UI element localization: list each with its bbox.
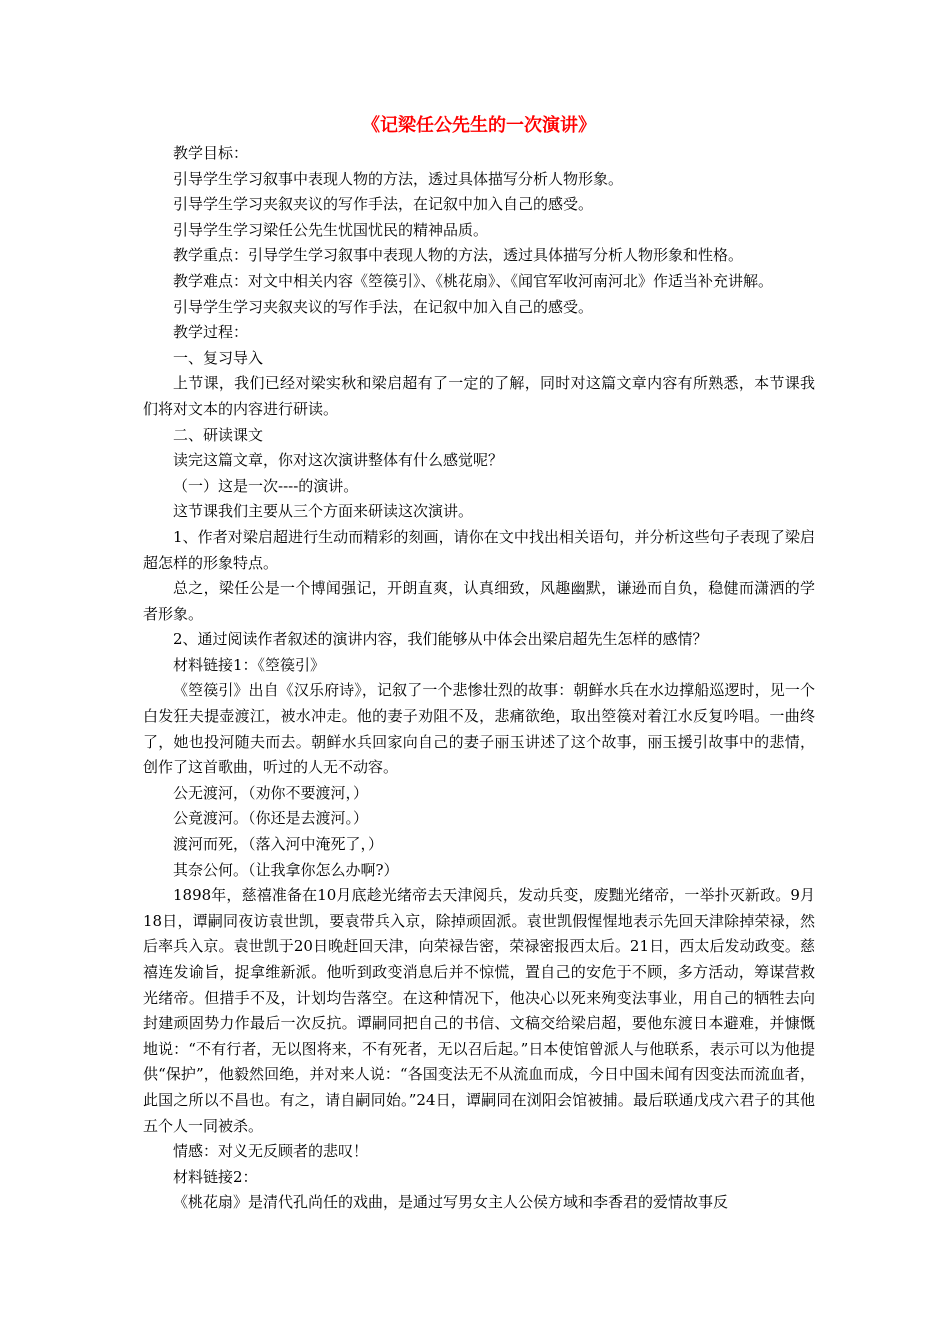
paragraph-process-heading: 教学过程： bbox=[173, 323, 249, 342]
paragraph-emotion: 情感：对义无反顾者的悲叹！ bbox=[173, 1142, 369, 1161]
paragraph-task-1: 1、作者对梁启超进行生动而精彩的刻画，请你在文中找出相关语句，并分析这些句子表现了梁启超怎样的形象特点。 bbox=[143, 527, 815, 572]
poem-line-2: 公竟渡河。（你还是去渡河。） bbox=[173, 809, 369, 828]
paragraph-task-2: 2、通过阅读作者叙述的演讲内容，我们能够从中体会出梁启超先生怎样的感情？ bbox=[173, 630, 708, 649]
paragraph-summary: 总之，梁任公是一个博闻强记，开朗直爽，认真细致，风趣幽默，谦逊而自负，稳健而潇洒的学者形象。 bbox=[143, 579, 815, 623]
paragraph-material-link-1: 材料链接1：《箜篌引》 bbox=[173, 655, 326, 674]
paragraph-question: 读完这篇文章，你对这次演讲整体有什么感觉呢？ bbox=[173, 451, 504, 470]
paragraph-goal-2: 引导学生学习夹叙夹议的写作手法，在记叙中加入自己的感受。 bbox=[173, 195, 594, 214]
poem-line-3: 渡河而死，（落入河中淹死了，） bbox=[173, 835, 384, 854]
section-heading-study: 二、研读课文 bbox=[173, 425, 264, 444]
section-heading-review: 一、复习导入 bbox=[173, 348, 264, 367]
paragraph-material-link-2: 材料链接2： bbox=[173, 1167, 258, 1186]
paragraph-key-points: 教学重点：引导学生学习叙事中表现人物的方法，透过具体描写分析人物形象和性格。 bbox=[173, 246, 744, 265]
paragraph-goal-1: 引导学生学习叙事中表现人物的方法，透过具体描写分析人物形象。 bbox=[173, 169, 624, 188]
paragraph-three-aspects: 这节课我们主要从三个方面来研读这次演讲。 bbox=[173, 502, 474, 521]
paragraph-konghou-story: 《箜篌引》出自《汉乐府诗》，记叙了一个悲惨壮烈的故事：朝鲜水兵在水边撑船巡逻时，见一个白发狂夫提壶渡江，被水冲走。他的妻子劝阻不及，悲痛欲绝，取出箜篌对着江水反复吟唱。一曲终了，她也投河随夫而去。朝鲜水兵回家向自己的妻子丽玉讲述了这个故事，丽玉援引故事中的悲情，创作了这首歌曲，听过的人无不动容。 bbox=[143, 681, 815, 777]
paragraph-goal-3: 引导学生学习梁任公先生忧国忧民的精神品质。 bbox=[173, 220, 489, 239]
paragraph-teaching-goals-heading: 教学目标： bbox=[173, 144, 249, 162]
paragraph-difficulty-2: 引导学生学习夹叙夹议的写作手法，在记叙中加入自己的感受。 bbox=[173, 297, 594, 316]
poem-line-1: 公无渡河，（劝你不要渡河，） bbox=[173, 783, 369, 802]
paragraph-difficulties: 教学难点：对文中相关内容《箜篌引》、《桃花扇》、《闻官军收河南河北》作适当补充讲解。 bbox=[173, 271, 774, 290]
paragraph-review: 上节课，我们已经对梁实秋和梁启超有了一定的了解，同时对这篇文章内容有所熟悉，本节课我们将对文本的内容进行研读。 bbox=[143, 374, 815, 418]
paragraph-1898-history: 1898年，慈禧准备在10月底趁光绪帝去天津阅兵，发动兵变，废黜光绪帝，一举扑灭新政。9月18日，谭嗣同夜访袁世凯，要袁带兵入京，除掉顽固派。袁世凯假惺惺地表示先回天津除掉荣禄，然后率兵入京。袁世凯于20日晚赶回天津，向荣禄告密，荣禄密报西太后。21日，西太后发动政变。慈禧连发谕旨，捉拿维新派。他听到政变消息后并不惊慌，置自己的安危于不顾，多方活动，筹谋营救光绪帝。但措手不及，计划均告落空。在这种情况下，他决心以死来殉变法事业，用自己的牺牲去向封建顽固势力作最后一次反抗。谭嗣同把自己的书信、文稿交给梁启超，要他东渡日本避难，并慷慨地说：“不有行者，无以图将来，不有死者，无以召后起。”日本使馆曾派人与他联系，表示可以为他提供“保护”，他毅然回绝，并对来人说：“各国变法无不从流血而成，今日中国未闻有因变法而流血者，此国之所以不昌也。有之，请自嗣同始。”24日，谭嗣同在浏阳会馆被捕。最后联通戊戌六君子的其他五个人一同被杀。 bbox=[143, 886, 815, 1135]
paragraph-taohuashan: 《桃花扇》是清代孔尚任的戏曲，是通过写男女主人公侯方域和李香君的爱情故事反 bbox=[173, 1193, 729, 1212]
document-title: 《记梁任公先生的一次演讲》 bbox=[362, 115, 596, 136]
paragraph-subheading-1: （一）这是一次----的演讲。 bbox=[173, 476, 359, 495]
document-body bbox=[143, 112, 815, 1216]
poem-line-4: 其奈公何。（让我拿你怎么办啊?） bbox=[173, 860, 399, 879]
